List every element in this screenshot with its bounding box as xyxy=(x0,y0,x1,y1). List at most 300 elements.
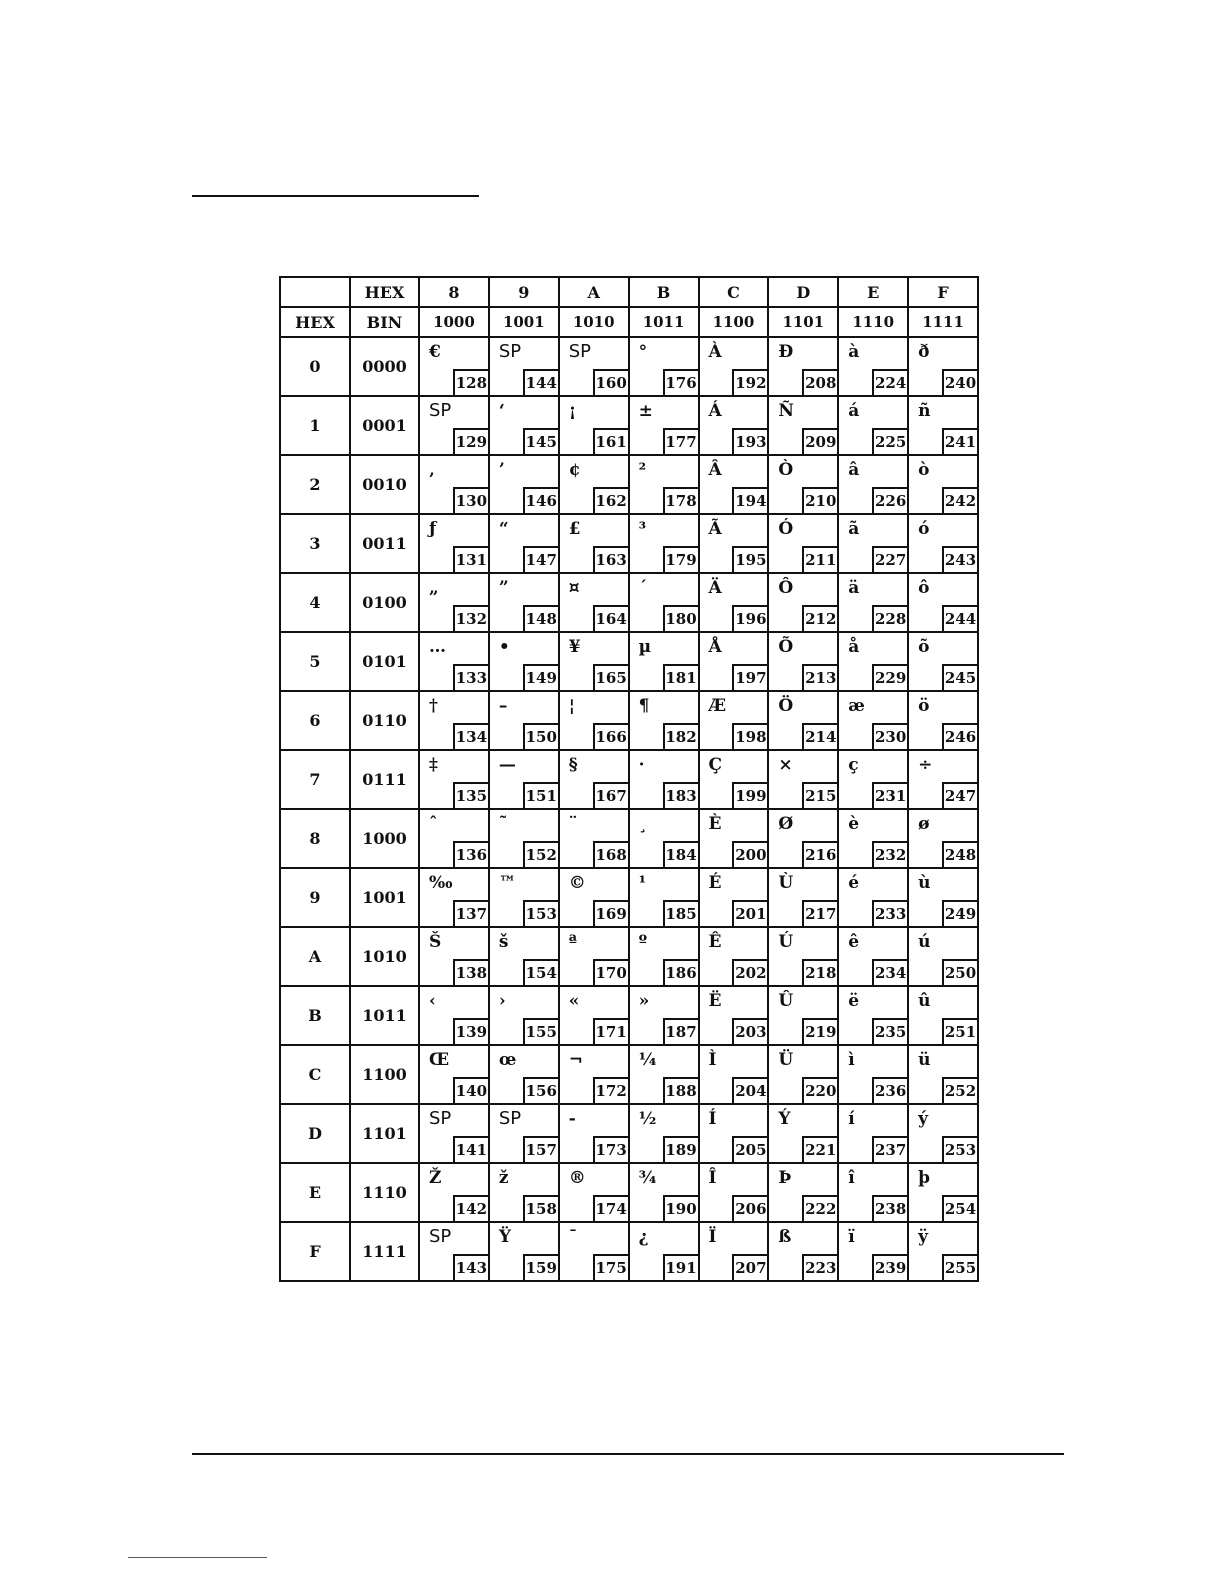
character-cell xyxy=(838,1104,908,1163)
character-glyph: þ xyxy=(918,1168,931,1188)
character-cell xyxy=(908,1163,978,1222)
decimal-code-box: 185 xyxy=(663,900,698,926)
decimal-code-box: 134 xyxy=(453,723,488,749)
decimal-code-box: 170 xyxy=(593,959,628,985)
character-cell xyxy=(768,573,838,632)
character-glyph: Ç xyxy=(708,755,723,775)
character-cell xyxy=(629,750,699,809)
character-cell xyxy=(419,691,489,750)
decimal-code-box: 132 xyxy=(453,605,488,631)
row-hex-value: 6 xyxy=(280,691,350,750)
character-cell xyxy=(489,396,559,455)
character-glyph: ª xyxy=(568,932,578,952)
decimal-code-box: 182 xyxy=(663,723,698,749)
character-cell xyxy=(489,1222,559,1281)
character-cell xyxy=(559,927,629,986)
decimal-code-box: 201 xyxy=(732,900,767,926)
decimal-code-box: 221 xyxy=(802,1136,837,1162)
decimal-code-box: 171 xyxy=(593,1018,628,1044)
row-hex-label: HEX xyxy=(280,307,350,337)
character-cell xyxy=(768,337,838,396)
top-rule xyxy=(192,195,479,197)
table-row xyxy=(280,691,978,750)
character-cell xyxy=(768,514,838,573)
character-cell xyxy=(629,1045,699,1104)
character-cell xyxy=(629,809,699,868)
row-hex-value: 1 xyxy=(280,396,350,455)
character-glyph: ¨ xyxy=(568,814,578,834)
row-hex-value: 8 xyxy=(280,809,350,868)
character-glyph: ù xyxy=(918,873,931,893)
character-cell xyxy=(489,809,559,868)
decimal-code-box: 180 xyxy=(663,605,698,631)
character-glyph: µ xyxy=(638,637,652,657)
character-glyph: Õ xyxy=(778,637,794,657)
decimal-code-box: 222 xyxy=(802,1195,837,1221)
character-glyph: ‘ xyxy=(498,401,505,421)
decimal-code-box: 251 xyxy=(942,1018,977,1044)
column-bin-header: 1101 xyxy=(768,307,838,337)
character-glyph: Ã xyxy=(708,519,722,539)
row-bin-value: 1100 xyxy=(350,1045,419,1104)
character-cell xyxy=(419,632,489,691)
character-cell xyxy=(699,455,769,514)
character-cell xyxy=(559,573,629,632)
character-cell xyxy=(489,986,559,1045)
character-cell xyxy=(419,809,489,868)
row-bin-value: 1111 xyxy=(350,1222,419,1281)
character-glyph: Þ xyxy=(778,1168,792,1188)
decimal-code-box: 236 xyxy=(872,1077,907,1103)
row-bin-value: 0101 xyxy=(350,632,419,691)
character-cell xyxy=(908,632,978,691)
table-row xyxy=(280,750,978,809)
character-glyph: Â xyxy=(708,460,722,480)
character-glyph: ÿ xyxy=(918,1227,929,1247)
decimal-code-box: 228 xyxy=(872,605,907,631)
character-glyph: ³ xyxy=(638,519,647,539)
decimal-code-box: 174 xyxy=(593,1195,628,1221)
row-hex-value: 4 xyxy=(280,573,350,632)
decimal-code-box: 213 xyxy=(802,664,837,690)
decimal-code-box: 177 xyxy=(663,428,698,454)
decimal-code-box: 230 xyxy=(872,723,907,749)
decimal-code-box: 231 xyxy=(872,782,907,808)
character-glyph: æ xyxy=(848,696,865,716)
character-glyph: ü xyxy=(918,1050,931,1070)
character-cell xyxy=(768,927,838,986)
character-glyph: á xyxy=(848,401,860,421)
character-glyph: „ xyxy=(429,578,439,598)
character-cell xyxy=(699,1222,769,1281)
decimal-code-box: 193 xyxy=(732,428,767,454)
character-cell xyxy=(768,809,838,868)
character-cell xyxy=(419,927,489,986)
character-glyph: Æ xyxy=(708,696,727,716)
character-glyph: ¸ xyxy=(638,814,648,834)
character-cell xyxy=(629,1163,699,1222)
table-row xyxy=(280,986,978,1045)
decimal-code-box: 210 xyxy=(802,487,837,513)
character-cell xyxy=(559,632,629,691)
character-cell xyxy=(768,396,838,455)
character-cell xyxy=(908,514,978,573)
character-glyph: ¢ xyxy=(568,460,581,480)
character-cell xyxy=(559,868,629,927)
character-cell xyxy=(629,514,699,573)
character-glyph: ó xyxy=(918,519,930,539)
character-glyph: Ä xyxy=(708,578,722,598)
character-glyph: ï xyxy=(848,1227,855,1247)
character-cell xyxy=(838,750,908,809)
character-cell xyxy=(419,396,489,455)
decimal-code-box: 150 xyxy=(523,723,558,749)
character-cell xyxy=(559,1163,629,1222)
character-glyph: ‰ xyxy=(429,873,453,893)
character-glyph: ¥ xyxy=(568,637,581,657)
decimal-code-box: 158 xyxy=(523,1195,558,1221)
decimal-code-box: 237 xyxy=(872,1136,907,1162)
character-cell xyxy=(908,986,978,1045)
decimal-code-box: 214 xyxy=(802,723,837,749)
column-bin-header: 1000 xyxy=(419,307,489,337)
bottom-rule xyxy=(192,1453,1064,1455)
character-glyph: — xyxy=(498,755,516,775)
character-glyph: « xyxy=(568,991,580,1011)
character-glyph: ˜ xyxy=(498,814,508,834)
character-glyph: š xyxy=(498,932,509,952)
character-cell xyxy=(559,691,629,750)
decimal-code-box: 144 xyxy=(523,369,558,395)
character-cell xyxy=(559,1104,629,1163)
decimal-code-box: 253 xyxy=(942,1136,977,1162)
character-glyph: ® xyxy=(568,1168,586,1188)
character-glyph: é xyxy=(848,873,860,893)
character-glyph: Ê xyxy=(708,932,722,952)
column-hex-header: 9 xyxy=(489,277,559,307)
decimal-code-box: 189 xyxy=(663,1136,698,1162)
character-glyph: î xyxy=(848,1168,855,1188)
decimal-code-box: 220 xyxy=(802,1077,837,1103)
character-glyph: Ô xyxy=(778,578,794,598)
decimal-code-box: 223 xyxy=(802,1254,837,1280)
character-glyph: Š xyxy=(429,932,442,952)
character-glyph: ß xyxy=(778,1227,792,1247)
character-glyph: Î xyxy=(708,1168,717,1188)
character-cell xyxy=(908,1104,978,1163)
character-cell xyxy=(838,1222,908,1281)
decimal-code-box: 148 xyxy=(523,605,558,631)
decimal-code-box: 129 xyxy=(453,428,488,454)
decimal-code-box: 196 xyxy=(732,605,767,631)
decimal-code-box: 147 xyxy=(523,546,558,572)
decimal-code-box: 197 xyxy=(732,664,767,690)
character-cell xyxy=(559,986,629,1045)
decimal-code-box: 199 xyxy=(732,782,767,808)
decimal-code-box: 141 xyxy=(453,1136,488,1162)
decimal-code-box: 188 xyxy=(663,1077,698,1103)
decimal-code-box: 187 xyxy=(663,1018,698,1044)
character-glyph: ƒ xyxy=(429,519,437,539)
character-glyph: ¶ xyxy=(638,696,650,716)
character-glyph: â xyxy=(848,460,860,480)
character-cell xyxy=(559,750,629,809)
character-glyph: » xyxy=(638,991,650,1011)
decimal-code-box: 242 xyxy=(942,487,977,513)
character-glyph: · xyxy=(638,755,645,775)
decimal-code-box: 131 xyxy=(453,546,488,572)
row-bin-value: 0001 xyxy=(350,396,419,455)
row-bin-value: 1101 xyxy=(350,1104,419,1163)
decimal-code-box: 240 xyxy=(942,369,977,395)
character-cell xyxy=(419,1104,489,1163)
character-glyph: ô xyxy=(918,578,930,598)
row-hex-value: 2 xyxy=(280,455,350,514)
character-cell xyxy=(908,337,978,396)
character-glyph: ò xyxy=(918,460,930,480)
character-glyph: ä xyxy=(848,578,860,598)
character-cell xyxy=(908,573,978,632)
character-cell xyxy=(489,868,559,927)
corner-cell xyxy=(280,277,350,307)
decimal-code-box: 135 xyxy=(453,782,488,808)
character-glyph: ˆ xyxy=(429,814,438,834)
character-cell xyxy=(768,691,838,750)
decimal-code-box: 152 xyxy=(523,841,558,867)
character-glyph: Œ xyxy=(429,1050,450,1070)
decimal-code-box: 186 xyxy=(663,959,698,985)
character-cell xyxy=(629,927,699,986)
column-bin-header: 1010 xyxy=(559,307,629,337)
row-bin-value: 0111 xyxy=(350,750,419,809)
character-cell xyxy=(699,750,769,809)
column-bin-header: 1111 xyxy=(908,307,978,337)
character-glyph: ‚ xyxy=(429,460,435,480)
row-hex-value: E xyxy=(280,1163,350,1222)
character-code-table xyxy=(279,276,979,1282)
character-cell xyxy=(489,337,559,396)
decimal-code-box: 181 xyxy=(663,664,698,690)
character-cell xyxy=(629,1222,699,1281)
character-glyph: Ÿ xyxy=(498,1227,512,1247)
decimal-code-box: 198 xyxy=(732,723,767,749)
table-row xyxy=(280,455,978,514)
character-cell xyxy=(768,632,838,691)
decimal-code-box: 167 xyxy=(593,782,628,808)
character-cell xyxy=(908,455,978,514)
character-glyph: Ø xyxy=(778,814,794,834)
character-glyph: ç xyxy=(848,755,859,775)
character-cell xyxy=(489,1163,559,1222)
decimal-code-box: 146 xyxy=(523,487,558,513)
character-cell xyxy=(489,455,559,514)
character-glyph: Ï xyxy=(708,1227,717,1247)
character-cell xyxy=(838,986,908,1045)
character-glyph: ë xyxy=(848,991,860,1011)
decimal-code-box: 172 xyxy=(593,1077,628,1103)
character-cell xyxy=(838,691,908,750)
character-cell xyxy=(489,691,559,750)
character-cell xyxy=(629,1104,699,1163)
character-glyph: ½ xyxy=(638,1109,657,1129)
character-cell xyxy=(838,809,908,868)
character-cell xyxy=(908,868,978,927)
decimal-code-box: 227 xyxy=(872,546,907,572)
character-glyph: Ú xyxy=(778,932,794,952)
character-cell xyxy=(699,1045,769,1104)
character-glyph: û xyxy=(918,991,931,1011)
decimal-code-box: 225 xyxy=(872,428,907,454)
column-hex-header: A xyxy=(559,277,629,307)
character-cell xyxy=(838,1163,908,1222)
decimal-code-box: 229 xyxy=(872,664,907,690)
table-row xyxy=(280,1163,978,1222)
decimal-code-box: 191 xyxy=(663,1254,698,1280)
character-cell xyxy=(489,573,559,632)
character-cell xyxy=(559,455,629,514)
character-cell xyxy=(768,1104,838,1163)
decimal-code-box: 203 xyxy=(732,1018,767,1044)
decimal-code-box: 192 xyxy=(732,369,767,395)
character-cell xyxy=(629,868,699,927)
character-glyph: É xyxy=(708,873,722,893)
row-hex-value: 0 xyxy=(280,337,350,396)
decimal-code-box: 244 xyxy=(942,605,977,631)
character-glyph: † xyxy=(429,696,438,716)
character-cell xyxy=(419,868,489,927)
character-cell xyxy=(419,337,489,396)
character-cell xyxy=(838,396,908,455)
character-cell xyxy=(559,514,629,573)
column-bin-header: 1100 xyxy=(699,307,769,337)
decimal-code-box: 232 xyxy=(872,841,907,867)
character-cell xyxy=(419,1222,489,1281)
decimal-code-box: 137 xyxy=(453,900,488,926)
character-cell xyxy=(559,337,629,396)
decimal-code-box: 204 xyxy=(732,1077,767,1103)
decimal-code-box: 178 xyxy=(663,487,698,513)
character-glyph: SP xyxy=(568,341,592,362)
decimal-code-box: 142 xyxy=(453,1195,488,1221)
character-glyph: å xyxy=(848,637,860,657)
character-cell xyxy=(489,632,559,691)
row-bin-value: 0010 xyxy=(350,455,419,514)
character-cell xyxy=(768,1163,838,1222)
character-cell xyxy=(768,1222,838,1281)
character-glyph: Ñ xyxy=(778,401,794,421)
row-bin-value: 0000 xyxy=(350,337,419,396)
character-glyph: ¼ xyxy=(638,1050,657,1070)
character-glyph: Ý xyxy=(778,1109,791,1129)
table-row xyxy=(280,927,978,986)
decimal-code-box: 209 xyxy=(802,428,837,454)
decimal-code-box: 195 xyxy=(732,546,767,572)
decimal-code-box: 176 xyxy=(663,369,698,395)
character-glyph: í xyxy=(848,1109,855,1129)
row-bin-value: 1010 xyxy=(350,927,419,986)
decimal-code-box: 238 xyxy=(872,1195,907,1221)
character-cell xyxy=(489,514,559,573)
decimal-code-box: 254 xyxy=(942,1195,977,1221)
column-hex-header: F xyxy=(908,277,978,307)
character-glyph: … xyxy=(429,637,446,657)
character-cell xyxy=(908,927,978,986)
character-cell xyxy=(559,1045,629,1104)
character-cell xyxy=(629,337,699,396)
character-cell xyxy=(559,396,629,455)
decimal-code-box: 246 xyxy=(942,723,977,749)
character-glyph: SP xyxy=(498,1108,522,1129)
decimal-code-box: 156 xyxy=(523,1077,558,1103)
row-hex-value: 9 xyxy=(280,868,350,927)
character-cell xyxy=(699,337,769,396)
decimal-code-box: 248 xyxy=(942,841,977,867)
character-glyph: £ xyxy=(568,519,581,539)
character-cell xyxy=(768,1045,838,1104)
character-cell xyxy=(699,1104,769,1163)
row-bin-value: 1110 xyxy=(350,1163,419,1222)
character-cell xyxy=(629,573,699,632)
decimal-code-box: 184 xyxy=(663,841,698,867)
character-glyph: • xyxy=(498,637,510,657)
row-bin-value: 1011 xyxy=(350,986,419,1045)
character-cell xyxy=(699,809,769,868)
table-row xyxy=(280,1222,978,1281)
character-glyph: SP xyxy=(498,341,522,362)
character-cell xyxy=(908,691,978,750)
character-cell xyxy=(699,691,769,750)
decimal-code-box: 165 xyxy=(593,664,628,690)
character-glyph: ± xyxy=(638,401,653,421)
decimal-code-box: 249 xyxy=(942,900,977,926)
decimal-code-box: 175 xyxy=(593,1254,628,1280)
character-cell xyxy=(489,927,559,986)
character-cell xyxy=(699,632,769,691)
table-row xyxy=(280,514,978,573)
row-bin-value: 0011 xyxy=(350,514,419,573)
column-hex-header: 8 xyxy=(419,277,489,307)
header-row-hex xyxy=(280,277,978,307)
decimal-code-box: 159 xyxy=(523,1254,558,1280)
character-glyph: ² xyxy=(638,460,647,480)
character-glyph: Ë xyxy=(708,991,722,1011)
character-cell xyxy=(838,514,908,573)
header-row-bin xyxy=(280,307,978,337)
decimal-code-box: 139 xyxy=(453,1018,488,1044)
character-cell xyxy=(768,750,838,809)
decimal-code-box: 143 xyxy=(453,1254,488,1280)
character-cell xyxy=(699,573,769,632)
column-hex-header: D xyxy=(768,277,838,307)
character-glyph: ´ xyxy=(638,578,648,598)
character-glyph: ¤ xyxy=(568,578,580,598)
character-glyph: ‹ xyxy=(429,991,436,1011)
character-glyph: ’ xyxy=(498,460,505,480)
character-glyph: Ù xyxy=(778,873,794,893)
character-glyph: è xyxy=(848,814,860,834)
decimal-code-box: 183 xyxy=(663,782,698,808)
character-glyph: à xyxy=(848,342,860,362)
character-glyph: Û xyxy=(778,991,794,1011)
column-bin-header: 1011 xyxy=(629,307,699,337)
table-row xyxy=(280,573,978,632)
decimal-code-box: 164 xyxy=(593,605,628,631)
character-glyph: Á xyxy=(708,401,722,421)
decimal-code-box: 130 xyxy=(453,487,488,513)
character-glyph: Ð xyxy=(778,342,794,362)
character-glyph: SP xyxy=(429,400,452,421)
decimal-code-box: 243 xyxy=(942,546,977,572)
